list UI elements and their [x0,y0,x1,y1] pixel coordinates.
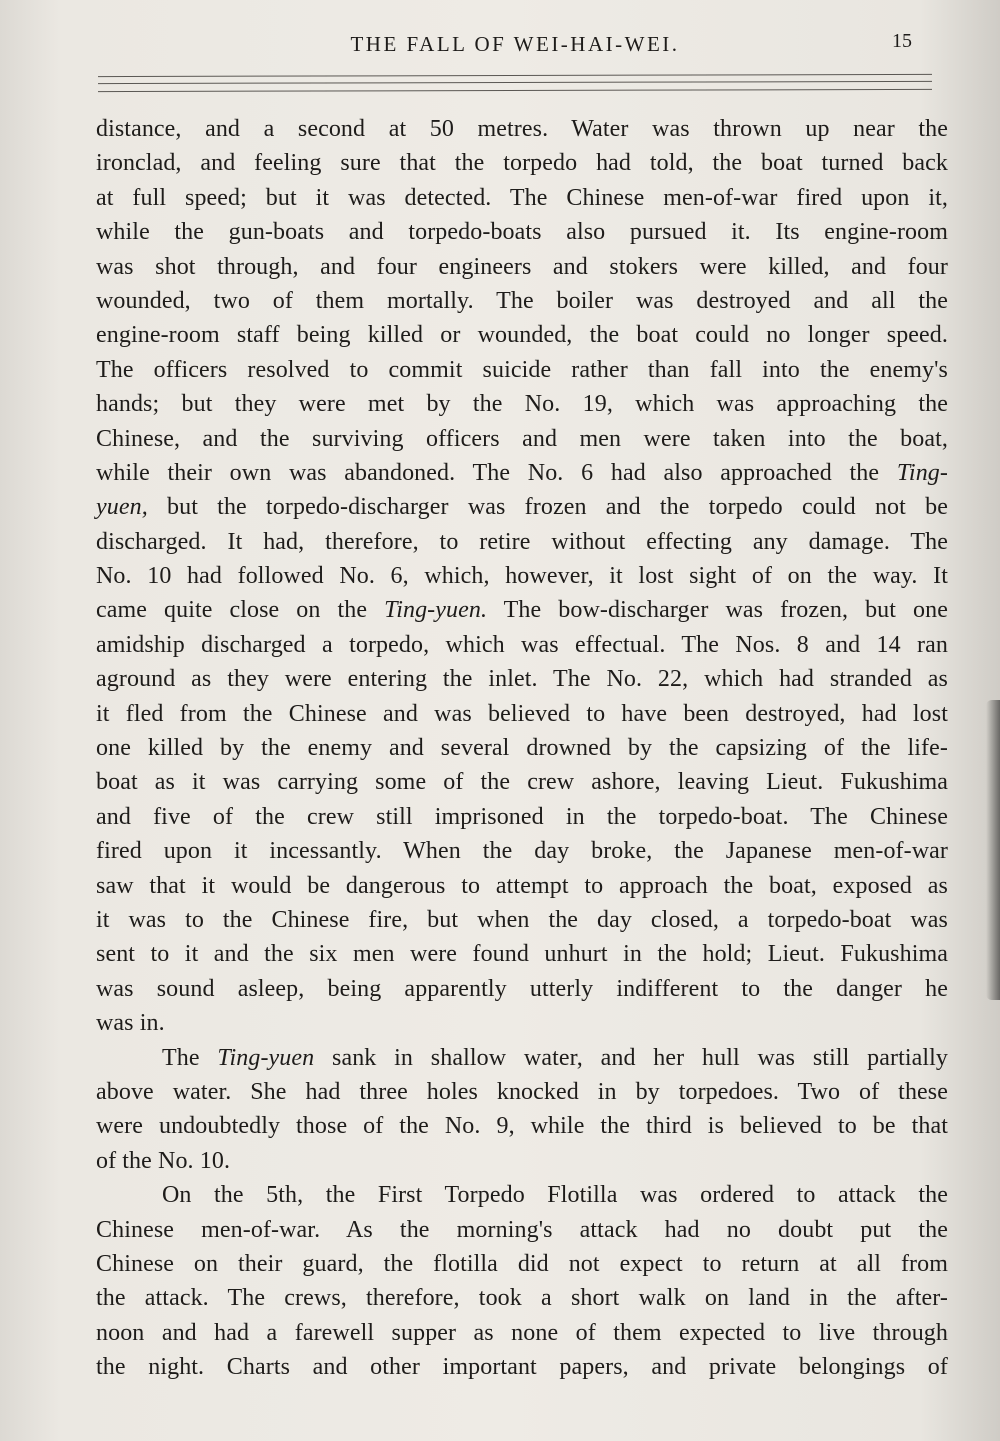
text-line: sent to it and the six men were found unhurt in the hold; Lieut. Fukushima [96,941,948,968]
ship-name-italic: Ting- [896,459,948,486]
text-line: was shot through, and four engineers and stokers were killed, and four [96,253,948,280]
text-line: hands; but they were met by the No. 19, which was approaching the [96,391,948,418]
text-line: distance, and a second at 50 metres. Water was thrown up near the [96,116,948,142]
text-line: at full speed; but it was detected. The Chinese men-of-war fired upon it, [96,184,948,211]
text-line: was in. [96,1010,165,1037]
header-rule [98,81,932,84]
text-line: it was to the Chinese fire, but when the day closed, a torpedo-boat was [96,906,948,933]
text-line: the night. Charts and other important papers, and private belongings of [96,1354,948,1381]
text-line: yuen, but the torpedo-discharger was frozen and the torpedo could not be [96,494,948,521]
ship-name-italic: yuen, [96,494,148,521]
text-line: ironclad, and feeling sure that the torpedo had told, the boat turned back [96,150,948,177]
header-rule [98,89,932,92]
ship-name-italic: Ting-yuen [217,1044,315,1071]
paragraph-start: The Ting-yuen sank in shallow water, and her hull was still partially [162,1044,948,1071]
text-line: boat as it was carrying some of the crew ashore, leaving Lieut. Fukushima [96,769,948,796]
paragraph-start: On the 5th, the First Torpedo Flotilla was ordered to attack the [162,1182,948,1209]
page-edge-shadow [986,700,1000,1000]
text-line: the attack. The crews, therefore, took a short walk on land in the after- [96,1285,948,1312]
text-line: Chinese on their guard, the flotilla did not expect to return at all from [96,1250,948,1277]
text-line: while their own was abandoned. The No. 6 had also approached the Ting- [96,459,948,486]
text-line: was sound asleep, being apparently utterly indifferent to the danger he [96,975,948,1002]
text-line: of the No. 10. [96,1147,231,1174]
text-line: noon and had a farewell supper as none of them expected to live through [96,1319,948,1346]
text-line: were undoubtedly those of the No. 9, while the third is believed to be that [96,1113,948,1140]
text-line: came quite close on the Ting-yuen. The bow-discharger was frozen, but one [96,597,948,624]
body-text [96,112,948,1384]
text-line: discharged. It had, therefore, to retire without effecting any damage. The [96,528,948,555]
text-line: while the gun-boats and torpedo-boats also pursued it. Its engine-room [96,219,948,246]
text-line: amidship discharged a torpedo, which was effectual. The Nos. 8 and 14 ran [96,631,948,658]
running-title: THE FALL OF WEI-HAI-WEI. [350,32,680,56]
text-line: fired upon it incessantly. When the day broke, the Japanese men-of-war [96,838,948,865]
text-line: engine-room staff being killed or wounded, the boat could no longer speed. [96,322,948,349]
header-rule [98,74,932,77]
text-line: Chinese, and the surviving officers and men were taken into the boat, [96,425,948,452]
text-line: one killed by the enemy and several drowned by the capsizing of the life- [96,735,948,762]
text-line: above water. She had three holes knocked in by torpedoes. Two of these [96,1078,948,1105]
ship-name-italic: Ting-yuen. [384,597,488,624]
page-number: 15 [892,30,912,52]
text-line: saw that it would be dangerous to attempt to approach the boat, exposed as [96,872,948,899]
text-line: The officers resolved to commit suicide rather than fall into the enemy's [96,356,948,383]
text-line: and five of the crew still imprisoned in the torpedo-boat. The Chinese [96,803,948,830]
text-line: aground as they were entering the inlet. The No. 22, which had stranded as [96,666,948,693]
text-line: wounded, two of them mortally. The boiler was destroyed and all the [96,287,948,314]
text-line: Chinese men-of-war. As the morning's attack had no doubt put the [96,1216,948,1243]
text-line: No. 10 had followed No. 6, which, however, it lost sight of on the way. It [96,563,948,590]
running-head [90,28,940,62]
text-line: it fled from the Chinese and was believed to have been destroyed, had lost [96,700,948,727]
